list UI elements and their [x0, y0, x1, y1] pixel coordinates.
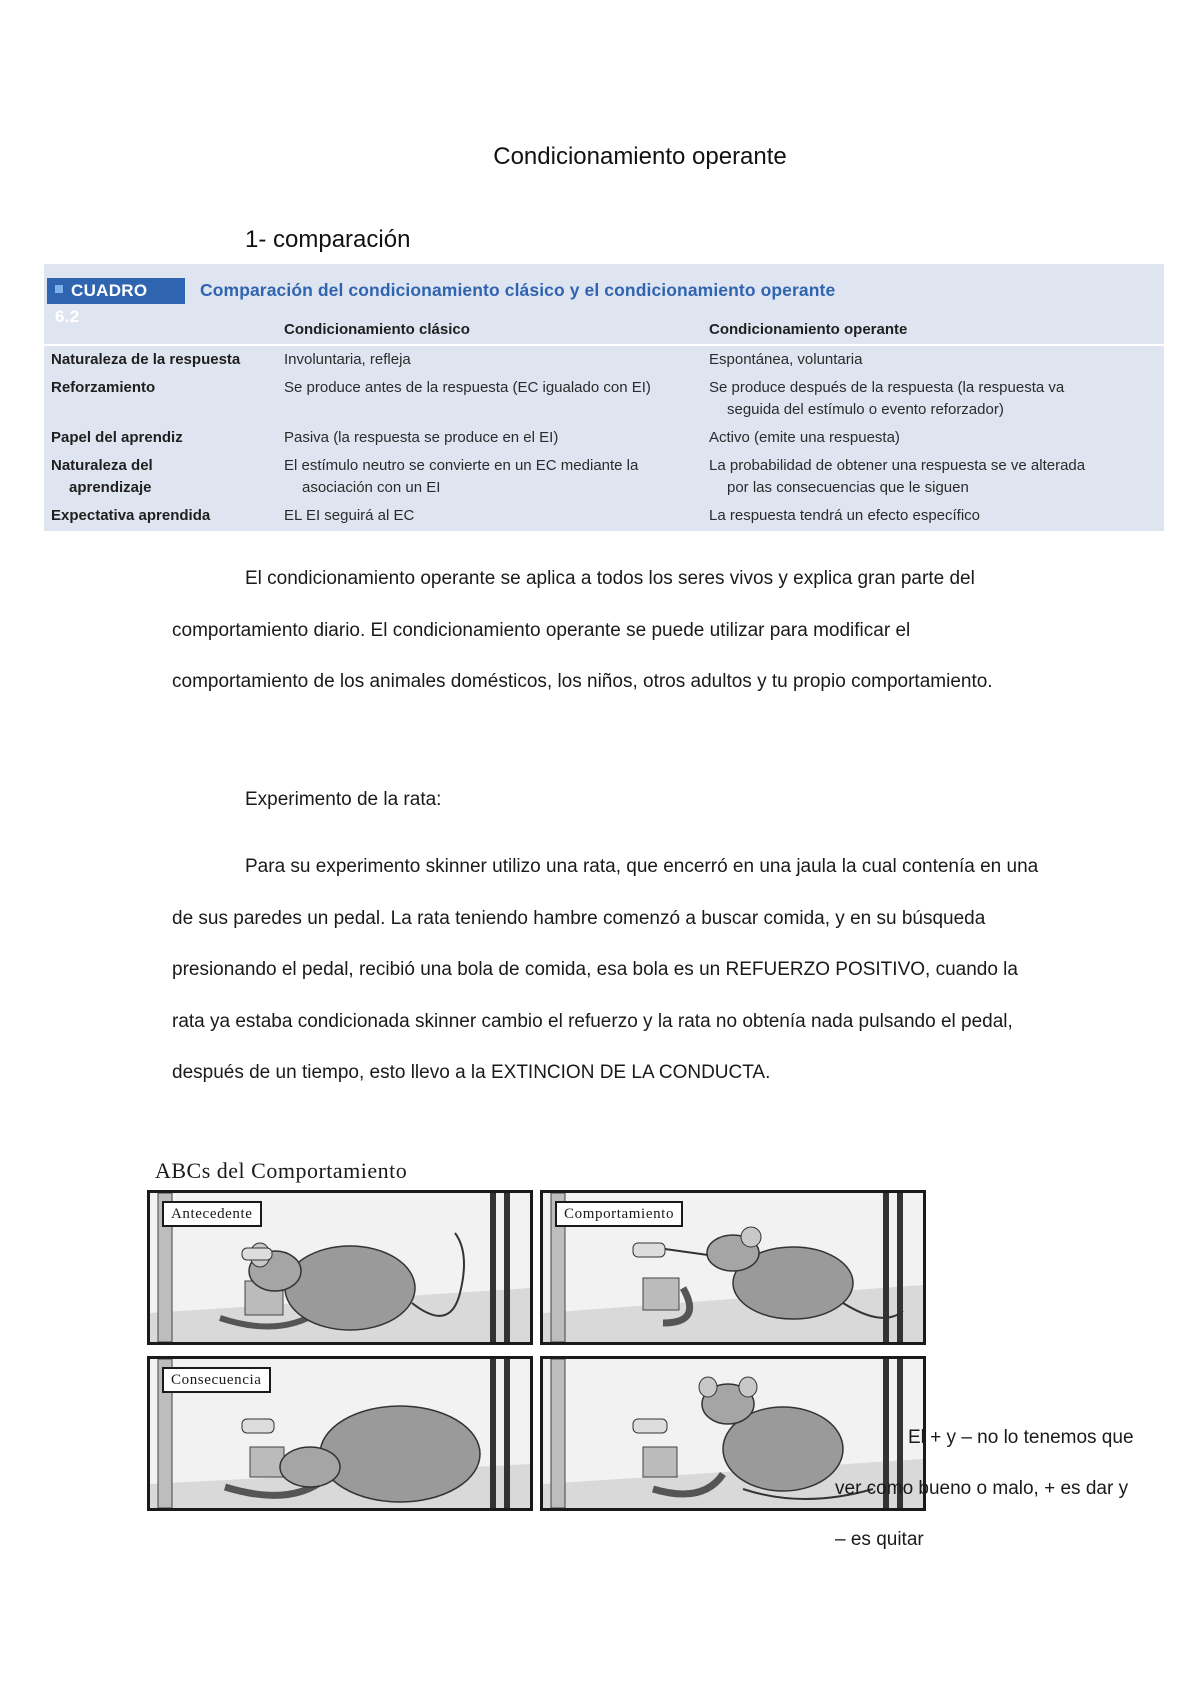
page-title: Condicionamiento operante [493, 143, 787, 170]
cell-classical: Involuntaria, refleja [284, 351, 411, 368]
row-label-learning-nature [51, 455, 153, 499]
cell-operant: Espontánea, voluntaria [709, 351, 863, 368]
cell-line: aprendizaje [69, 479, 152, 496]
panel-behavior [540, 1190, 926, 1345]
cell-operant: La respuesta tendrá un efecto específico [709, 507, 981, 524]
paragraph-intro [172, 553, 1042, 708]
column-header-classical: Condicionamiento clásico [284, 321, 470, 338]
cell-line: Se produce después de la respuesta (la respuesta va [709, 379, 1065, 396]
paragraph-experiment-heading [172, 774, 1042, 826]
panel-label: Consecuencia [162, 1367, 271, 1393]
cell-line: La probabilidad de obtener una respuesta se ve alterada [709, 457, 1086, 474]
cell-operant [709, 377, 1064, 421]
cell-classical: EL EI seguirá al EC [284, 507, 415, 524]
note-line: ver como bueno o malo, + es dar y [835, 1478, 1129, 1499]
table-tag [47, 278, 185, 326]
cell-classical: Se produce antes de la respuesta (EC igualado con EI) [284, 379, 651, 396]
row-label-expectation: Expectativa aprendida [51, 507, 211, 524]
cell-line: Naturaleza del [51, 457, 153, 474]
column-header-operant: Condicionamiento operante [709, 321, 908, 338]
cell-classical: Pasiva (la respuesta se produce en el EI) [284, 429, 559, 446]
figure-title: ABCs del Comportamiento [155, 1158, 408, 1183]
cell-operant: Activo (emite una respuesta) [709, 429, 900, 446]
paragraph-text: El condicionamiento operante se aplica a todos los seres vivos y explica gran parte del comportamiento diario. El condicionamiento operante se puede utilizar para modificar el comportamiento de los animales domésticos, los niños, otros adultos y tu propio comportamiento. [172, 568, 993, 692]
table-title: Comparación del condicionamiento clásico y el condicionamiento operante [200, 280, 836, 300]
row-label-learner-role: Papel del aprendiz [51, 429, 183, 446]
panel-antecedent [147, 1190, 533, 1345]
note-line: – es quitar [835, 1529, 924, 1550]
table-header [47, 278, 1157, 326]
square-bullet-icon [55, 285, 63, 293]
paragraph-experiment [172, 841, 1042, 1099]
cell-operant [709, 455, 1085, 499]
comparison-table [44, 264, 1164, 531]
panel-label: Comportamiento [555, 1201, 683, 1227]
cell-line: asociación con un EI [302, 479, 441, 496]
cell-line: seguida del estímulo o evento reforzador) [727, 401, 1004, 418]
table-tag-text: CUADRO 6.2 [55, 280, 148, 326]
panel-consequence [147, 1356, 533, 1511]
panel-label: Antecedente [162, 1201, 262, 1227]
section-heading: 1- comparación [245, 226, 411, 253]
cell-classical [284, 455, 638, 499]
paragraph-text: Experimento de la rata: [245, 789, 442, 810]
table-divider [44, 344, 1164, 346]
row-label-reinforcement: Reforzamiento [51, 379, 156, 396]
cell-line: por las consecuencias que le siguen [727, 479, 969, 496]
paragraph-text: Para su experimento skinner utilizo una rata, que encerró en una jaula la cual contenía en una de sus paredes un pedal. La rata teniendo hambre comenzó a buscar comida, y en su búsqueda presionando el pedal, recibió una bola de comida, esa bola es un REFUERZO POSITIVO, cuando la rata ya estaba condicionada skinner cambio el refuerzo y la rata no obtenía nada pulsando el pedal, después de un tiempo, esto llevo a la EXTINCION DE LA CONDUCTA. [172, 856, 1039, 1083]
cell-line: El estímulo neutro se convierte en un EC mediante la [284, 457, 639, 474]
row-label-nature-response: Naturaleza de la respuesta [51, 351, 241, 368]
note-line: El + y – no lo tenemos que [908, 1427, 1134, 1448]
